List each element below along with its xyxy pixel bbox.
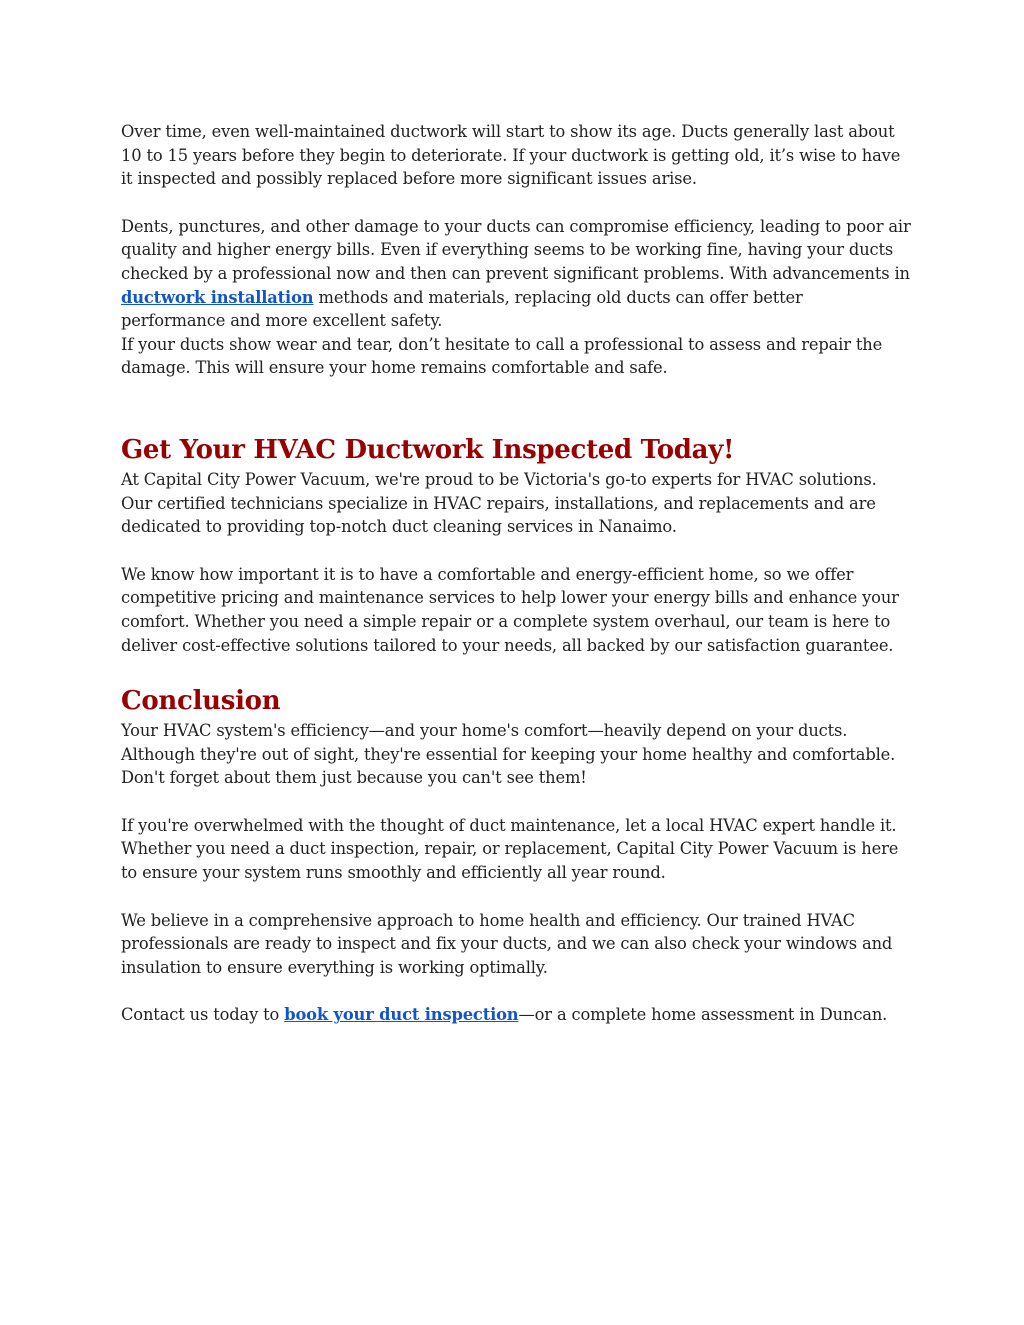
paragraph-pricing: We know how important it is to have a comfortable and energy-efficient home, so we offer competitive pricing and maintenance services to help lower your energy bills and enhance your comfort. Whether you need a simple repair or a complete system overhaul, our team is here to deliver cost-effective solutions tailored to your needs, all backed by our satisfaction guarantee. — [121, 564, 899, 655]
paragraph-duct-damage — [121, 215, 911, 333]
paragraph-local-expert: If you're overwhelmed with the thought of duct maintenance, let a local HVAC expert handle it. Whether you need a duct inspection, repair, or replacement, Capital City Power Vacuum is here to ensure your system runs smoothly and efficiently all year round. — [121, 815, 899, 883]
book-duct-inspection-link[interactable]: book your duct inspection — [284, 1005, 519, 1025]
document-page — [121, 120, 911, 1027]
text-segment: Dents, punctures, and other damage to your ducts can compromise efficiency, leading to poor air quality and higher energy bills. Even if everything seems to be working fine, having your ducts checked by a professional now and then can prevent significant problems. With advancements in — [121, 216, 911, 283]
paragraph-wear-and-tear: If your ducts show wear and tear, don’t hesitate to call a professional to assess and repair the damage. This will ensure your home remains comfortable and safe. — [121, 334, 883, 378]
paragraph-comprehensive-approach: We believe in a comprehensive approach to home health and efficiency. Our trained HVAC professionals are ready to inspect and fix your ducts, and we can also check your windows and insulation to ensure everything is working optimally. — [121, 910, 893, 977]
paragraph-company-intro: At Capital City Power Vacuum, we're proud to be Victoria's go-to experts for HVAC solutions. Our certified technicians specialize in HVAC repairs, installations, and replacements and are dedicated to providing top-notch duct cleaning services in Nanaimo. — [121, 469, 877, 537]
text-segment: Contact us today to — [121, 1005, 285, 1025]
ductwork-installation-link[interactable]: ductwork installation — [121, 287, 314, 307]
paragraph-efficiency: Your HVAC system's efficiency—and your home's comfort—heavily depend on your ducts. Although they're out of sight, they're essential for keeping your home healthy and comfortable. Don't forget about them just because you can't see them! — [121, 721, 896, 788]
paragraph-duct-age: Over time, even well-maintained ductwork will start to show its age. Ducts generally last about 10 to 15 years before they begin to deteriorate. If your ductwork is getting old, it’s wise to have it inspected and possibly replaced before more significant issues arise. — [121, 122, 901, 189]
text-segment: methods and materials, replacing old ducts can offer better performance and more excellent safety. — [121, 287, 803, 331]
heading-inspection: Get Your HVAC Ductwork Inspected Today! — [121, 434, 735, 465]
heading-conclusion: Conclusion — [121, 686, 281, 717]
paragraph-contact — [121, 1003, 911, 1027]
text-segment: —or a complete home assessment in Duncan. — [518, 1005, 888, 1025]
